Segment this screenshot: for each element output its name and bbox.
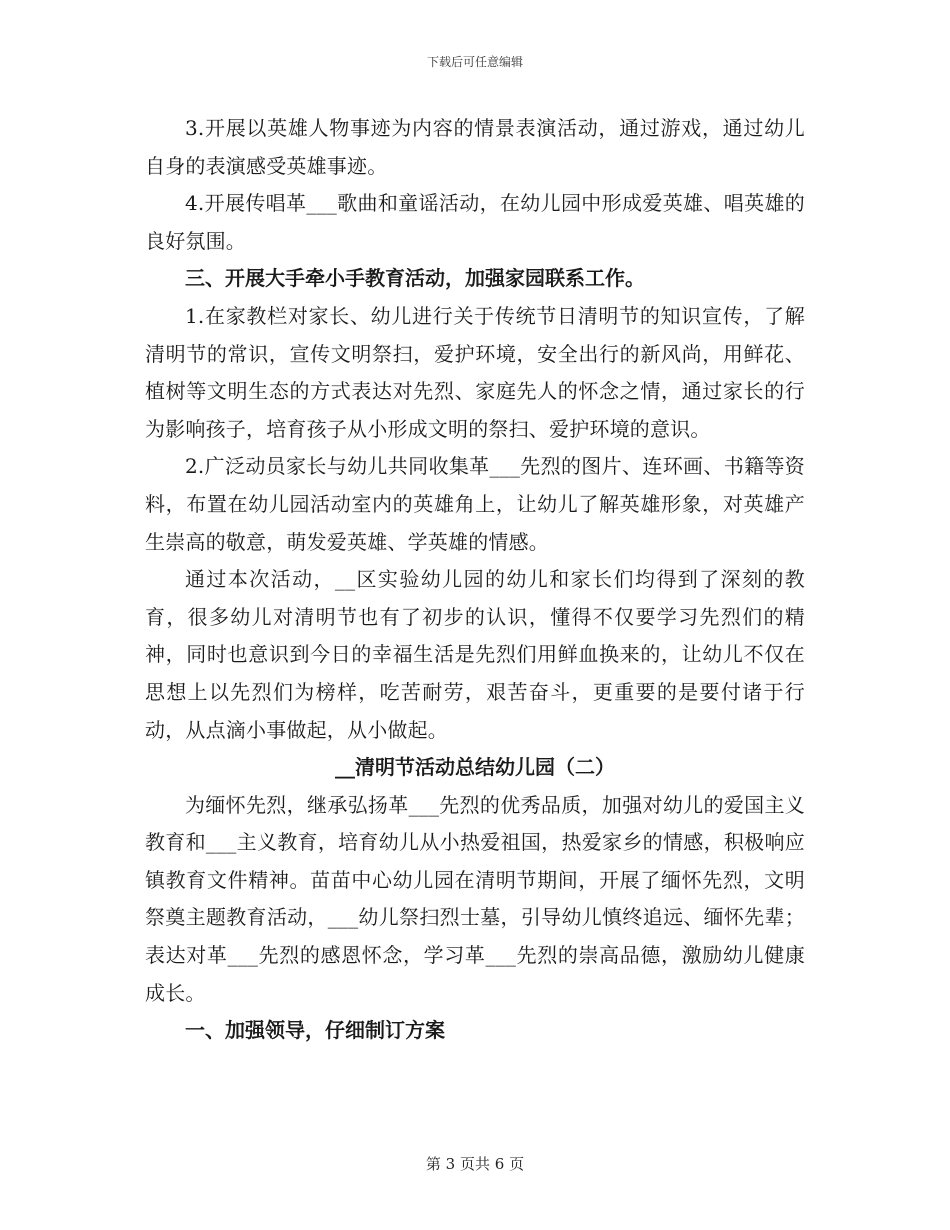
section-heading-one: 一、加强领导，仔细制订方案: [185, 1018, 445, 1043]
paragraph-item-4: 4.开展传唱革___歌曲和童谣活动，在幼儿园中形成爱英雄、唱英雄的良好氛围。: [145, 191, 805, 253]
paragraph-item-3: 3.开展以英雄人物事迹为内容的情景表演活动，通过游戏，通过幼儿自身的表演感受英雄事迹。: [145, 116, 805, 178]
section-heading-three: 三、开展大手牵小手教育活动，加强家园联系工作。: [185, 266, 645, 291]
paragraph-home-school-1: 1.在家教栏对家长、幼儿进行关于传统节日清明节的知识宣传，了解清明节的常识，宣传文明祭扫，爱护环境，安全出行的新风尚，用鲜花、植树等文明生态的方式表达对先烈、家庭先人的怀念之情，通过家长的行为影响孩子，培育孩子从小形成文明的祭扫、爱护环境的意识。: [145, 303, 805, 441]
document-title-part-two: __清明节活动总结幼儿园（二）: [335, 755, 615, 780]
page-header-note: 下载后可任意编辑: [426, 55, 523, 69]
paragraph-home-school-2: 2.广泛动员家长与幼儿共同收集革___先烈的图片、连环画、书籍等资料，布置在幼儿园活动室内的英雄角上，让幼儿了解英雄形象，对英雄产生崇高的敬意，萌发爱英雄、学英雄的情感。: [145, 454, 805, 554]
paragraph-intro-part-two: 为缅怀先烈，继承弘扬革___先烈的优秀品质，加强对幼儿的爱国主义教育和___主义教育，培育幼儿从小热爱祖国，热爱家乡的情感，积极响应镇教育文件精神。苗苗中心幼儿园在清明节期间，开展了缅怀先烈，文明祭奠主题教育活动，___幼儿祭扫烈士墓，引导幼儿慎终追远、缅怀先辈；表达对革___先烈的感恩怀念，学习革___先烈的崇高品德，激励幼儿健康成长。: [145, 792, 805, 1005]
document-body: [145, 110, 805, 1050]
paragraph-summary: 通过本次活动，__区实验幼儿园的幼儿和家长们均得到了深刻的教育，很多幼儿对清明节也有了初步的认识，懂得不仅要学习先烈们的精神，同时也意识到今日的幸福生活是先烈们用鲜血换来的，让幼儿不仅在思想上以先烈们为榜样，吃苦耐劳，艰苦奋斗，更重要的是要付诸于行动，从点滴小事做起，从小做起。: [145, 567, 805, 742]
page-number-footer: 第 3 页共 6 页: [425, 1155, 525, 1173]
